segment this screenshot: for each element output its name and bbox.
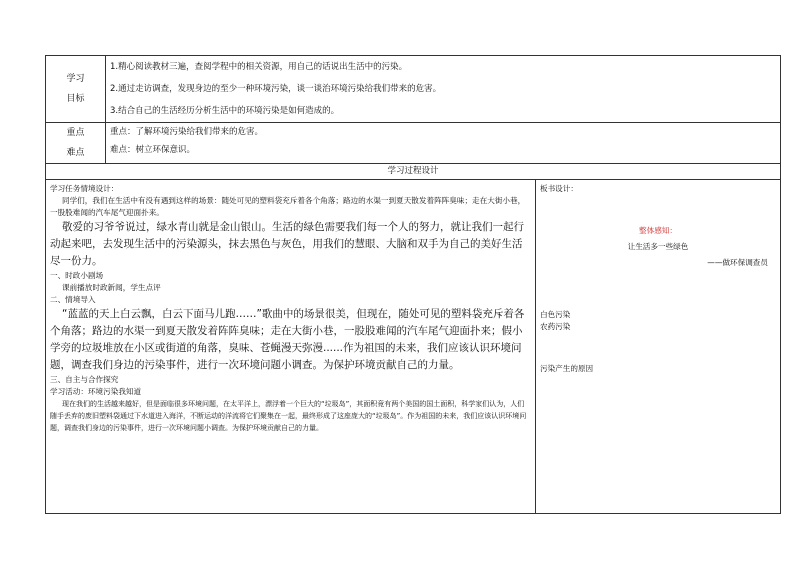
board-design (536, 180, 781, 514)
difficulty-text: 难点：树立环保意识。 (110, 145, 196, 155)
lesson-plan-table (45, 55, 781, 514)
task-intro: 同学们，我们在生活中有没有遇到这样的场景：随处可见的塑料袋充斥着各个角落；路边的水渠一到夏天散发着阵阵臭味；走在大街小巷，一股股难闻的汽车尾气迎面扑来。 (50, 196, 526, 217)
section-2-heading: 二、情境导入 (50, 295, 96, 304)
process-row (46, 180, 781, 514)
goals-label (46, 56, 106, 123)
board-item-2: 农药污染 (540, 322, 571, 331)
key-point-text: 重点：了解环境污染给我们带来的危害。 (110, 127, 264, 137)
section-3-heading: 三、自主与合作探究 (50, 375, 119, 384)
activity-heading: 学习活动：环境污染我知道 (50, 387, 142, 396)
process-title: 学习过程设计 (46, 164, 781, 180)
goal-item-2: 2.通过走访调查，发现身边的至少一种环境污染，谈一谈治环境污染给我们带来的危害。 (110, 84, 442, 94)
task-heading: 学习任务情境设计： (50, 184, 119, 193)
board-sign: ——做环保调查员 (707, 258, 768, 267)
goals-row (46, 56, 781, 123)
goal-item-3: 3.结合自己的生活经历分析生活中的环境污染是如何造成的。 (110, 106, 340, 116)
section-2-body: “蓝蓝的天上白云飘，白云下面马儿跑……”歌曲中的场景很美，但现在，随处可见的塑料袋充斥着各个角落；路边的水渠一到夏天散发着阵阵臭味；走在大街小巷，一股股难闻的汽车尾气迎面扑来；假小学旁的垃圾堆放在小区或街道的角落，臭味、苍蝇漫天弥漫......作为祖国的未来，我们应该认识环境问题，调查我们身边的污染事件，进行一次环境问题小调查。为保护环境贡献自己的力量。 (50, 308, 525, 371)
board-line: 让生活多一些绿色 (627, 242, 689, 251)
process-content (46, 180, 536, 514)
key-points-content (106, 123, 781, 164)
goals-content (106, 56, 781, 123)
board-item-3: 污染产生的原因 (540, 364, 594, 373)
activity-body: 现在我们的生活越来越好，但是面临很多环境问题，在太平洋上，漂浮着一个巨大的“垃圾岛”，其面积竟有两个美国的国土面积，科学家们认为，人们随手丢弃的废旧塑料袋通过下水道进入海洋，不断运动的洋流将它们聚集在一起，最终形成了这座庞大的“垃圾岛”。作为祖国的未来，我们应该认识环境问题，调查我们身边的污染事件，进行一次环境问题小调查。为保护环境贡献自己的力量。 (50, 400, 527, 432)
board-item-1: 白色污染 (540, 310, 571, 319)
process-title-row (46, 164, 781, 180)
board-title: 整体感知： (639, 226, 677, 235)
goals-label-line1: 学习 (66, 74, 85, 84)
key-points-label-line2: 难点 (66, 148, 85, 158)
goals-label-line2: 目标 (66, 94, 85, 104)
key-points-label (46, 123, 106, 164)
key-points-row (46, 123, 781, 164)
key-points-label-line1: 重点 (66, 128, 85, 138)
quote-paragraph: 敬爱的习爷爷说过，绿水青山就是金山银山。生活的绿色需要我们每一个人的努力，就让我们一起行动起来吧，去发现生活中的污染源头，抹去黑色与灰色，用我们的慧眼、大脑和双手为自己的美好生活尽一份力。 (50, 221, 524, 267)
section-1-body: 课前播放时政新闻，学生点评 (62, 283, 161, 292)
goal-item-1: 1.精心阅读教材三遍，查阅学程中的相关资源，用自己的话说出生活中的污染。 (110, 62, 408, 72)
board-heading: 板书设计： (540, 184, 578, 193)
lesson-plan-page (45, 55, 780, 504)
section-1-heading: 一、时政小剧场 (50, 271, 104, 280)
